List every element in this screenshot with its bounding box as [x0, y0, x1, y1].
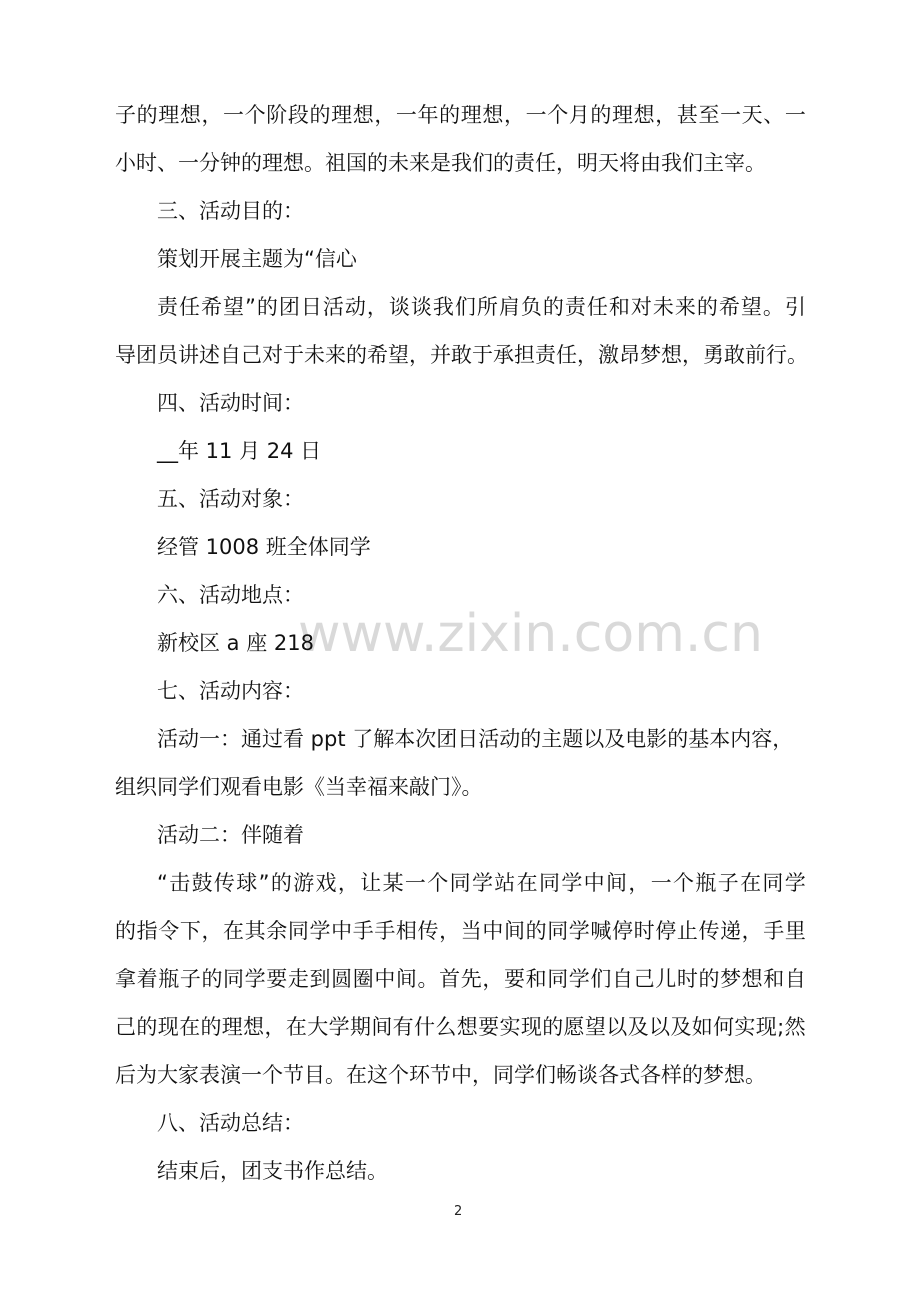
section-heading-content: 七、活动内容： — [157, 679, 304, 703]
activity-two-line-1: “ 击 鼓 传 球 ” 的 游 戏 ， 让 某 一 个 同 学 站 在 同 学 中 间 ， 一 个 瓶 子 在 同 学 — [157, 871, 806, 895]
summary-text: 结束后，团支书作总结。 — [157, 1159, 388, 1183]
body-line-guidance: 导团员讲述自己对于未来的希望，并敢于承担责任，激昂梦想，勇敢前行。 — [115, 343, 808, 367]
body-line-2: 小时、一分钟的理想。祖国的未来是我们的责任，明天将由我们主宰。 — [115, 151, 766, 175]
activity-two-heading: 活动二：伴随着 — [157, 823, 304, 847]
body-line-theme: 策划开展主题为“信心 — [157, 247, 357, 271]
section-heading-participants: 五、活动对象： — [157, 487, 304, 511]
section-heading-time: 四、活动时间： — [157, 391, 304, 415]
body-line-theme-continued: 责 任 希 望 ” 的 团 日 活 动 ， 谈 谈 我 们 所 肩 负 的 责 任 和 对 未 来 的 希 望 。 引 — [157, 295, 806, 319]
activity-two-line-3: 拿 着 瓶 子 的 同 学 要 走 到 圆 圈 中 间 。 首 先 ， 要 和 同 学 们 自 己 儿 时 的 梦 想 和 自 — [115, 967, 806, 991]
activity-two-line-4: 己 的 现 在 的 理 想 ， 在 大 学 期 间 有 什 么 想 要 实 现 的 愿 望 以 及 以 及 如 何 实 现 ; 然 — [115, 1015, 806, 1039]
activity-two-line-2: 的 指 令 下 ， 在 其 余 同 学 中 手 手 相 传 ， 当 中 间 的 同 学 喊 停 时 停 止 传 递 ， 手 里 — [115, 919, 806, 943]
activity-date: __年 11 月 24 日 — [157, 439, 322, 463]
section-heading-summary: 八、活动总结： — [157, 1111, 304, 1135]
watermark-text: www.zixin.com.cn — [298, 604, 763, 664]
page-number: 2 — [454, 1204, 463, 1219]
participants-text: 经管 1008 班全体同学 — [157, 535, 371, 559]
body-line-1: 子 的 理 想 ， 一 个 阶 段 的 理 想 ， 一 年 的 理 想 ， 一 个 月 的 理 想 ， 甚 至 一 天 、 一 — [115, 103, 806, 127]
section-heading-location: 六、活动地点： — [157, 583, 304, 607]
activity-one-line-2: 组织同学们观看电影《当幸福来敲门》。 — [115, 775, 483, 799]
location-text: 新校区 a 座 218 — [157, 631, 314, 655]
activity-one-line-1: 活动一：通过看 ppt 了解本次团日活动的主题以及电影的基本内容， — [157, 727, 794, 751]
section-heading-purpose: 三、活动目的： — [157, 199, 304, 223]
activity-two-line-5: 后为大家表演一个节目。在这个环节中，同学们畅谈各式各样的梦想。 — [115, 1063, 766, 1087]
